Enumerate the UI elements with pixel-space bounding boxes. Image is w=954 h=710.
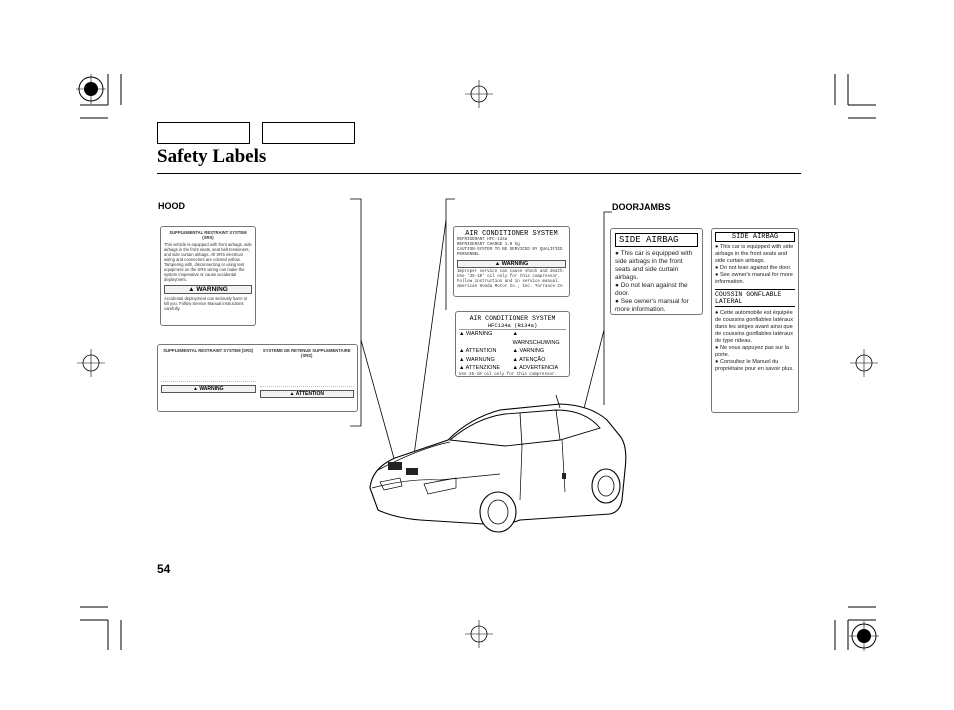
srs-bilingual-title-fr: SYSTEME DE RETENUE SUPPLEMENTAIRE (SRS)	[262, 348, 351, 358]
section-doorjambs: DOORJAMBS	[612, 202, 671, 212]
ac1-line2: REFRIGERANT CHARGE 1.0 kg	[457, 243, 520, 247]
srs-bilingual-fr-text	[260, 358, 355, 387]
side-airbag-label-bilingual	[711, 228, 799, 413]
side-airbag-item-1: ● This car is equipped with side airbags in the front seats and side curtain airbags.	[615, 250, 693, 281]
side-airbag-item-2: ● Do not lean against the door.	[615, 282, 688, 297]
ac2-subtitle: HFC134a (R134a)	[459, 322, 566, 330]
side-airbag-bi-fr-1: ● Cette automobile est équipée de coussins gonflables latéraux dans les sièges avant ainsi que de coussins gonflables latéraux de type rideau.	[715, 310, 794, 344]
srs-bilingual-attention: ▲ ATTENTION	[260, 390, 355, 398]
ac1-warn1: Improper service can cause shock and death.	[457, 270, 566, 274]
srs-bilingual-en-col	[161, 348, 256, 398]
section-hood: HOOD	[158, 201, 185, 211]
ac1-warn2: Use '35-10' oil only for this compressor.	[457, 275, 561, 279]
side-airbag-bi-fr-3: ● Consultez le Manuel du propriétaire pour en savoir plus.	[715, 359, 794, 372]
side-airbag-bi-en-2: ● Do not lean against the door.	[715, 265, 792, 271]
page-title: Safety Labels	[157, 146, 267, 167]
side-airbag-label-english	[610, 228, 703, 315]
ac2-w6: ▲ ADVERTENCIA	[512, 365, 559, 371]
ac2-title: AIR CONDITIONER SYSTEM	[469, 315, 556, 322]
ac2-w3: ▲ WARNUNG	[459, 356, 495, 363]
header-tab-2	[262, 122, 355, 144]
ac2-a2: ▲ VARNING	[512, 348, 545, 354]
ac1-line3: CAUTION-SYSTEM TO BE SERVICED BY QUALIFIED PERSONNEL	[457, 248, 563, 257]
side-airbag-bi-en-1: ● This car is equipped with side airbags in the front seats and side curtain airbags.	[715, 244, 794, 264]
ac2-w2: ▲ WARNSCHUWING	[512, 331, 560, 346]
ac1-warn3: Follow instruction and in service manual.	[457, 280, 561, 284]
ac1-warning: ▲ WARNING	[457, 260, 566, 268]
srs-bilingual-fr-col	[260, 348, 355, 398]
side-airbag-bi-title-fr: COUSSIN GONFLABLE LATERAL	[715, 289, 795, 307]
side-airbag-title: SIDE AIRBAG	[615, 233, 698, 247]
ac2-footer: Use 35-10 oil only for this compressor.	[459, 372, 558, 377]
ac-label-1	[453, 226, 570, 297]
srs-warning-body: Accidental deployment can seriously harm or kill you. Follow Service Manual instructions carefully.	[164, 296, 248, 311]
side-airbag-item-3: ● See owner's manual for more information.	[615, 298, 689, 313]
srs-warning-box: ▲ WARNING	[164, 285, 252, 294]
ac2-a1: ▲ ATTENTION	[459, 348, 497, 354]
side-airbag-bi-title: SIDE AIRBAG	[715, 232, 795, 242]
ac2-w4: ▲ ATENÇÃO	[512, 356, 546, 363]
ac1-title: AIR CONDITIONER SYSTEM	[465, 230, 558, 238]
ac2-w1: ▲ WARNING	[459, 331, 493, 337]
ac1-footer: American Honda Motor Co., Inc. Torrance CA	[457, 285, 563, 289]
title-rule	[157, 173, 801, 174]
srs-bilingual-en-text	[161, 353, 256, 382]
side-airbag-bi-en-3: ● See owner's manual for more information.	[715, 272, 793, 285]
ac2-w5: ▲ ATTENZIONE	[459, 365, 501, 371]
ac-label-2	[455, 311, 570, 377]
srs-label-english	[160, 226, 256, 326]
srs-title: SUPPLEMENTAL RESTRAINT SYSTEM (SRS)	[169, 230, 247, 240]
ac2-warning-grid	[459, 330, 566, 373]
srs-bilingual-warning: ▲ WARNING	[161, 385, 256, 393]
header-tab-1	[157, 122, 250, 144]
srs-label-bilingual	[157, 344, 358, 412]
side-airbag-bi-fr-2: ● Ne vous appuyez pas sur la porte.	[715, 345, 789, 358]
srs-body: This vehicle is equipped with front airbags, side airbags in the front seats, seat belt tensioners, and side curtain airbags. All SRS electrical wiring and connectors are colored yellow. Tampering with, disconnecting or using test equipment on the SRS wiring can make the system inoperative or cause accidental deployment.	[164, 242, 252, 282]
page-number: 54	[157, 562, 171, 576]
srs-bilingual-title-en: SUPPLEMENTAL RESTRAINT SYSTEM (SRS)	[163, 348, 254, 353]
ac1-line1: REFRIGERANT HFC-134a	[457, 238, 508, 242]
